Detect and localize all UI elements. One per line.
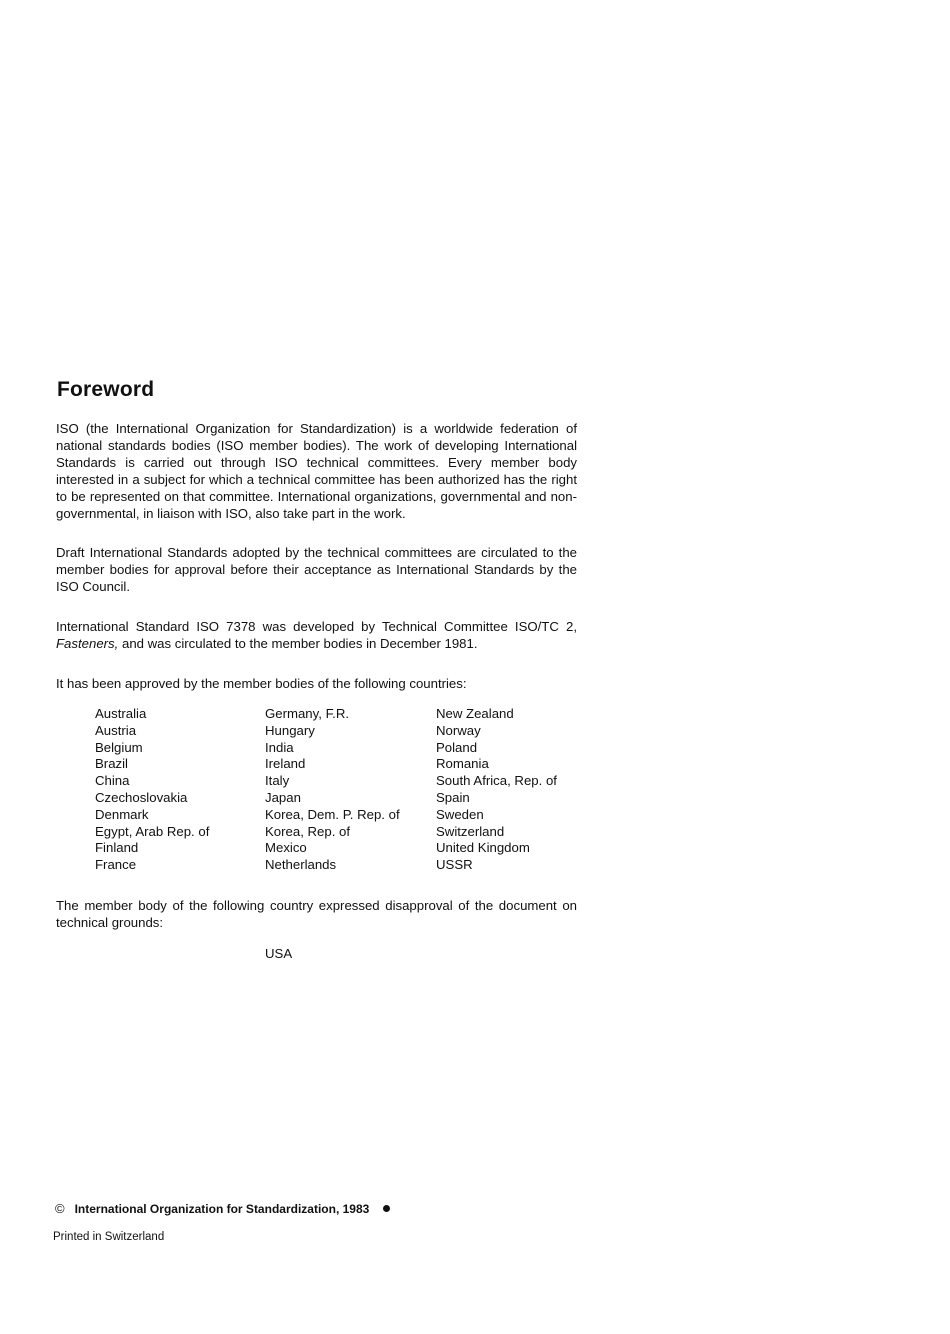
country-item: Belgium (95, 739, 143, 755)
country-item: Norway (436, 722, 481, 738)
approval-intro: It has been approved by the member bodies of the following countries: (56, 676, 467, 691)
country-item: Hungary (265, 722, 315, 738)
country-item: Korea, Dem. P. Rep. of (265, 806, 400, 822)
country-item: Switzerland (436, 823, 505, 839)
foreword-paragraph-2: Draft International Standards adopted by the technical committees are circulated to the member bodies for approval before their acceptance as International Standards by the ISO Council. (56, 545, 577, 594)
country-item: Sweden (436, 806, 484, 822)
country-item: Netherlands (265, 857, 337, 873)
standard-sentence-end: and was circulated to the member bodies in December 1981. (121, 636, 478, 651)
country-item: Ireland (265, 756, 306, 772)
country-item: Brazil (95, 756, 128, 772)
approving-countries-list (95, 706, 595, 874)
printed-in-note: Printed in Switzerland (53, 1231, 165, 1243)
country-item: USSR (436, 857, 473, 873)
country-item: Spain (436, 789, 470, 805)
country-item: France (95, 857, 137, 873)
disapproving-country: USA (265, 946, 293, 961)
country-item: Australia (95, 706, 147, 721)
standard-sentence-start: International Standard ISO 7378 was developed by Technical Committee ISO/TC 2, (56, 619, 577, 634)
country-item: United Kingdom (436, 840, 530, 856)
country-item: Egypt, Arab Rep. of (95, 823, 210, 839)
page-title: Foreword (57, 378, 155, 401)
country-item: New Zealand (436, 706, 514, 721)
country-item: Czechoslovakia (95, 789, 188, 805)
disapproval-intro: The member body of the following country expressed disapproval of the document on technical grounds: (56, 898, 577, 930)
copyright-icon: © (55, 1201, 65, 1216)
country-item: India (265, 739, 294, 755)
country-item: Korea, Rep. of (265, 823, 351, 839)
committee-name: Fasteners, (56, 636, 119, 651)
copyright-line (55, 1201, 390, 1216)
country-item: Romania (436, 756, 489, 772)
country-item: Japan (265, 789, 301, 805)
country-item: Denmark (95, 806, 149, 822)
country-item: Mexico (265, 840, 307, 856)
country-item: Austria (95, 722, 137, 738)
bullet-icon (383, 1205, 390, 1212)
country-item: Germany, F.R. (265, 706, 350, 721)
country-item: Italy (265, 773, 290, 789)
country-item: Finland (95, 840, 139, 856)
copyright-text: International Organization for Standardization, 1983 (74, 1201, 370, 1216)
country-item: South Africa, Rep. of (436, 773, 557, 789)
foreword-paragraph-3 (56, 618, 577, 652)
foreword-paragraph-1: ISO (the International Organization for Standardization) is a worldwide federation of national standards bodies (ISO member bodies). The work of developing International Standards is carried out through ISO technical committees. Every member body interested in a subject for which a technical committee has been authorized has the right to be represented on that committee. International organizations, governmental and non-governmental, in liaison with ISO, also take part in the work. (56, 421, 577, 521)
country-item: Poland (436, 739, 478, 755)
country-item: China (95, 773, 130, 789)
